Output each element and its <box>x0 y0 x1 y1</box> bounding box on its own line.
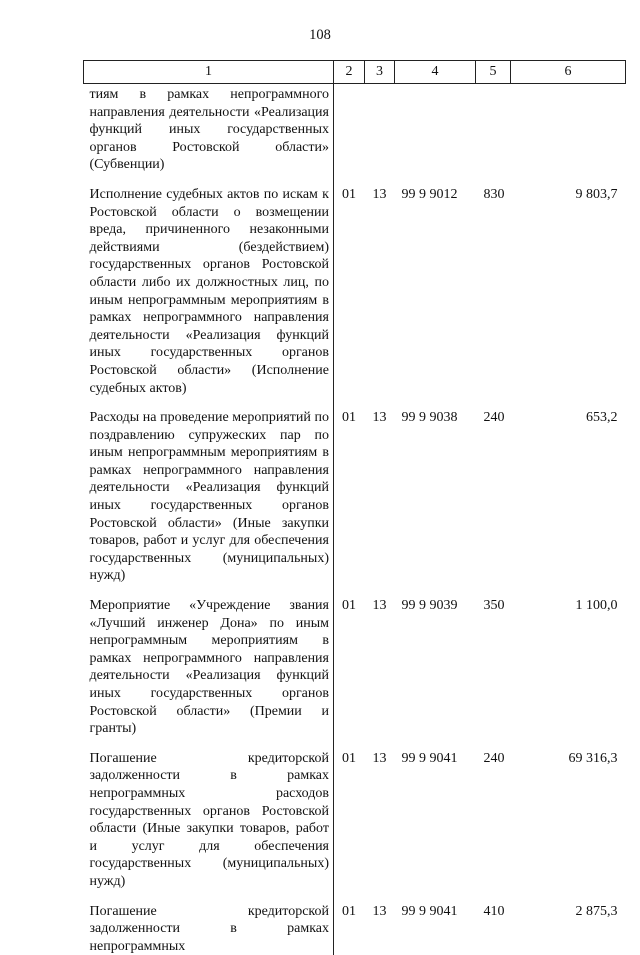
row-target-article: 99 9 9012 <box>401 186 458 202</box>
header-col-2: 2 <box>334 61 365 84</box>
row-target-article: 99 9 9041 <box>401 903 458 919</box>
header-col-6: 6 <box>511 61 626 84</box>
row-expense-type: 350 <box>483 598 505 614</box>
row-amount <box>511 84 626 174</box>
row-expense-type <box>476 84 511 174</box>
table-row <box>84 585 626 738</box>
row-subsection: 13 <box>372 750 387 766</box>
row-amount: 1 100,0 <box>575 598 618 614</box>
row-target-article: 99 9 9041 <box>401 750 458 766</box>
row-subsection: 13 <box>372 186 387 202</box>
table-header-row <box>84 61 626 84</box>
row-amount: 69 316,3 <box>568 750 618 766</box>
row-section: 01 <box>342 750 356 766</box>
page-number: 108 <box>309 27 331 43</box>
table-row <box>84 738 626 891</box>
row-target-article: 99 9 9039 <box>401 598 458 614</box>
row-subsection: 13 <box>372 598 387 614</box>
header-col-5: 5 <box>476 61 511 84</box>
row-section: 01 <box>342 186 356 202</box>
row-name: тиям в рамках непрограммного направления деятельности «Реализация функций иных государственных органов Ростовской области» (Субвенции) <box>84 84 334 174</box>
row-section: 01 <box>342 903 356 919</box>
table-row <box>84 174 626 397</box>
row-name: Расходы на проведение мероприятий по поздравлению супружеских пар по иным непрограммным мероприятиям в рамках непрограммного направления деятельности «Реализация функций иных государственных органов Ростовской области» (Иные закупки товаров, работ и услуг для обеспечения государственных (муниципальных) нужд) <box>84 397 334 585</box>
header-col-4: 4 <box>395 61 476 84</box>
row-subsection: 13 <box>372 903 387 919</box>
table-row <box>84 84 626 174</box>
table-row <box>84 891 626 955</box>
row-subsection: 13 <box>372 410 387 426</box>
row-section: 01 <box>342 410 356 426</box>
row-name: Мероприятие «Учреждение звания «Лучший инженер Дона» по иным непрограммным мероприятиям в рамках непрограммного направления деятельности «Реализация функций иных государственных органов Ростовской области» (Премии и гранты) <box>84 585 334 738</box>
row-expense-type: 240 <box>483 750 505 766</box>
header-col-1: 1 <box>84 61 334 84</box>
row-expense-type: 410 <box>483 903 505 919</box>
row-name: Погашение кредиторской задолженности в рамках непрограммных расходов государственных органов Ростовской области (Иные закупки товаров, работ и услуг для обеспечения государственных (муниципальных) нужд) <box>84 738 334 891</box>
row-amount: 9 803,7 <box>575 186 618 202</box>
header-col-3: 3 <box>365 61 395 84</box>
table-row <box>84 397 626 585</box>
row-target-article <box>395 84 476 174</box>
row-expense-type: 240 <box>483 410 505 426</box>
row-section <box>334 84 365 174</box>
row-target-article: 99 9 9038 <box>401 410 458 426</box>
row-name: Погашение кредиторской задолженности в рамках непрограммных <box>84 891 334 955</box>
row-subsection <box>365 84 395 174</box>
row-amount: 653,2 <box>586 410 618 426</box>
row-section: 01 <box>342 598 356 614</box>
row-amount: 2 875,3 <box>575 903 618 919</box>
row-name: Исполнение судебных актов по искам к Ростовской области о возмещении вреда, причиненного незаконными действиями (бездействием) государственных органов Ростовской области либо их должностных лиц, по иным непрограммным мероприятиям в рамках непрограммного направления деятельности «Реализация функций иных государственных органов Ростовской области» (Исполнение судебных актов) <box>84 174 334 397</box>
row-expense-type: 830 <box>483 186 505 202</box>
budget-table <box>83 60 626 955</box>
